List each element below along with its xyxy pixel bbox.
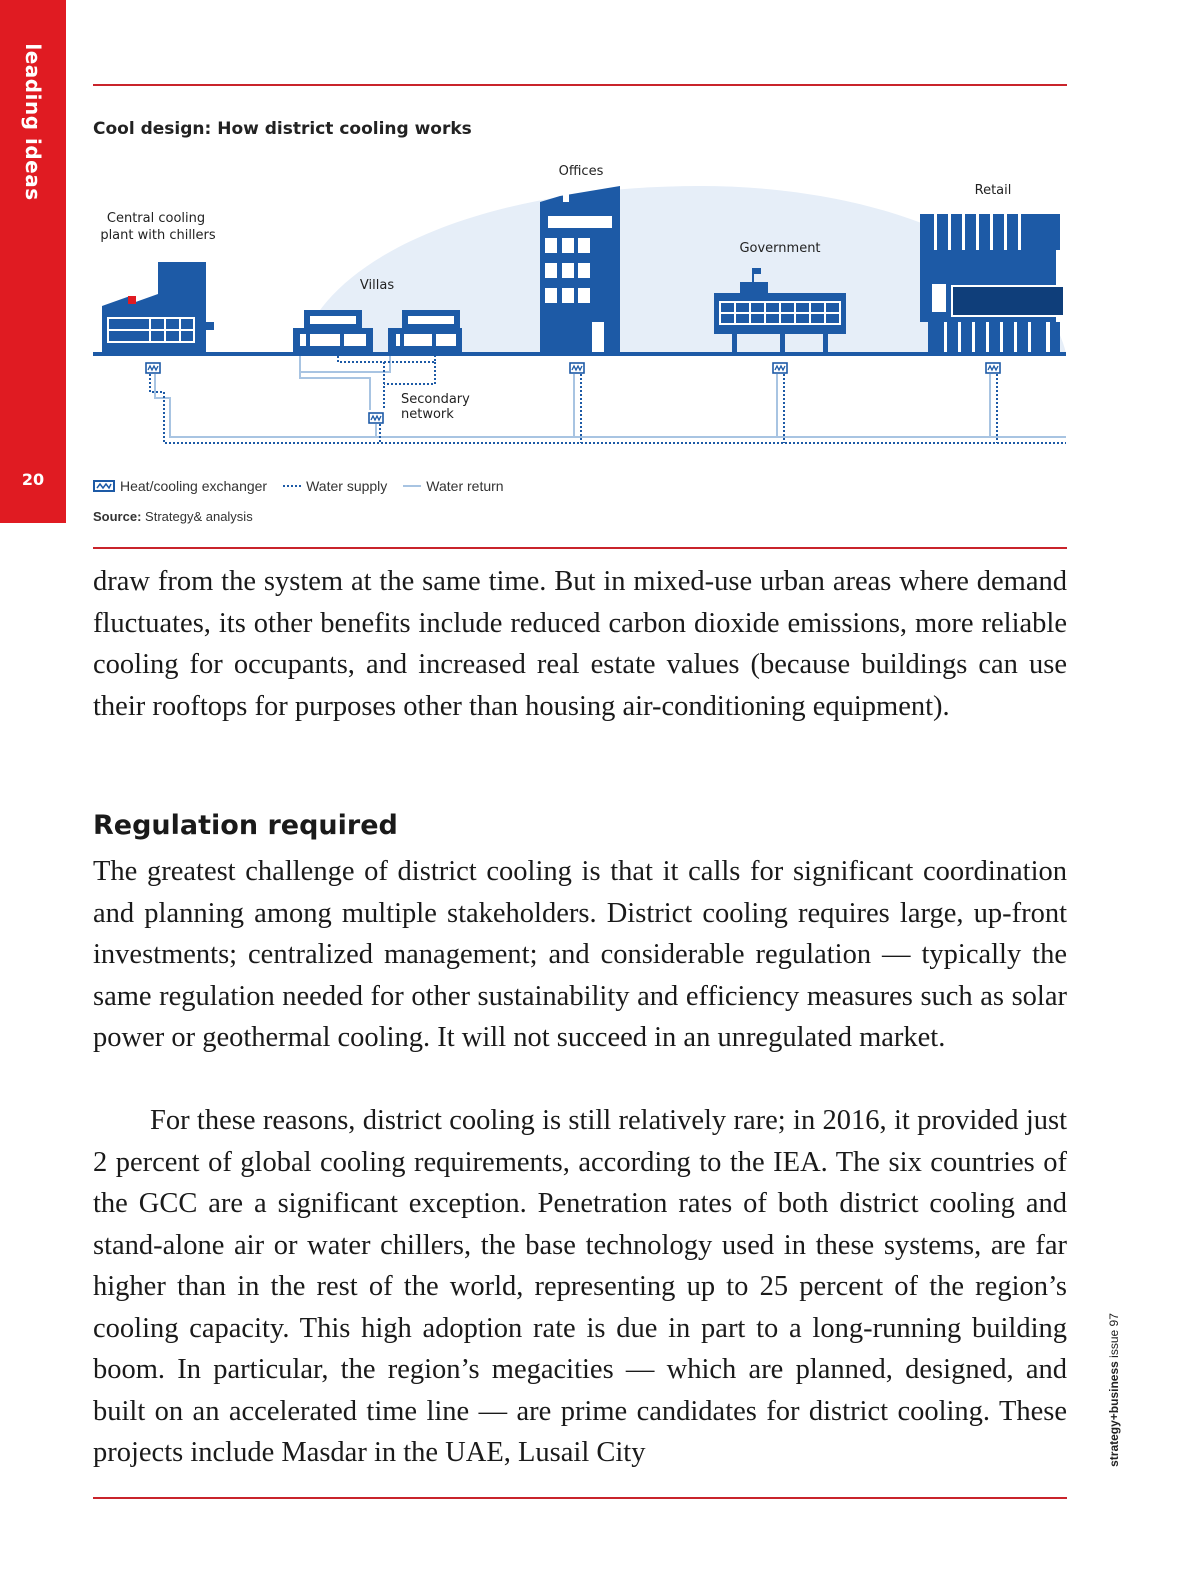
central-plant-building	[102, 262, 214, 353]
heat-exchanger-icon	[773, 363, 787, 373]
water-return-pipes	[155, 356, 1066, 437]
publication-footer	[1107, 1313, 1121, 1467]
heat-exchanger-icon	[93, 479, 115, 493]
heat-exchanger-icon	[986, 363, 1000, 373]
ground-line	[93, 352, 1066, 356]
legend-return	[403, 478, 503, 494]
body-paragraph-1: draw from the system at the same time. But in mixed-use urban areas where demand fluctuates, its other benefits include reduced carbon dioxide emissions, more reliable cooling for occupants, and increased real estate values (because buildings can use their rooftops for purposes other than housing air-conditioning equipment).	[93, 566, 1067, 722]
office-tower	[540, 186, 620, 353]
legend-exchanger-label: Heat/cooling exchanger	[120, 478, 268, 494]
body-paragraph-2: The greatest challenge of district cooling is that it calls for significant coordination and planning among multiple stakeholders. District cooling requires large, up-front investments; centralized management; and considerable regulation — typically the same regulation needed for other sustainability and efficiency measures such as solar power or geothermal cooling. It will not succeed in an unregulated market.	[93, 856, 1067, 1053]
source-label: Source:	[93, 509, 142, 524]
label-retail: Retail	[974, 183, 1012, 198]
figure-source	[93, 509, 253, 524]
district-cooling-diagram	[0, 0, 1200, 470]
figure-title: Cool design: How district cooling works	[93, 119, 472, 139]
water-supply-pipes	[150, 356, 1066, 443]
label-plant-line2: plant with chillers	[100, 228, 216, 243]
label-secondary-line1: Secondary	[401, 392, 470, 407]
label-plant-line1: Central cooling	[106, 211, 206, 226]
label-government: Government	[739, 241, 821, 256]
heat-exchanger-icon	[570, 363, 584, 373]
bottom-rule	[93, 1497, 1067, 1499]
publication-issue: issue 97	[1107, 1313, 1121, 1358]
legend-supply	[283, 478, 387, 494]
heat-exchanger-icon	[369, 413, 383, 423]
heat-exchanger-icon	[146, 363, 160, 373]
legend-exchanger	[93, 478, 267, 494]
source-text: Strategy& analysis	[145, 509, 253, 524]
retail-building	[920, 214, 1064, 353]
legend-supply-label: Water supply	[306, 478, 388, 494]
label-villas: Villas	[359, 278, 395, 293]
body-paragraph-3: For these reasons, district cooling is still relatively rare; in 2016, it provided just 2 percent of global cooling requirements, according to the IEA. The six countries of the GCC are a significant exception. Penetration rates of both district cooling and stand-alone air or water chillers, the base technology used in these systems, are far higher than in the rest of the world, representing up to 25 percent of the region’s cooling capacity. This high adoption rate is due in part to a long-running building boom. In particular, the region’s megacities — which are planned, designed, and built on an accelerated time line — are prime candidates for district cooling. These projects include Masdar in the UAE, Lusail City	[93, 1105, 1067, 1468]
figure-bottom-rule	[93, 547, 1067, 549]
legend-return-label: Water return	[426, 478, 504, 494]
water-return-icon	[403, 483, 421, 489]
section-label: leading ideas	[21, 43, 45, 201]
label-secondary-line2: network	[401, 407, 454, 422]
label-offices: Offices	[558, 164, 604, 179]
section-heading: Regulation required	[93, 810, 398, 841]
publication-brand: strategy+business	[1107, 1361, 1121, 1467]
water-supply-icon	[283, 483, 301, 489]
villa-building-1	[293, 310, 373, 353]
page-number: 20	[21, 470, 45, 489]
figure-legend	[93, 478, 520, 494]
